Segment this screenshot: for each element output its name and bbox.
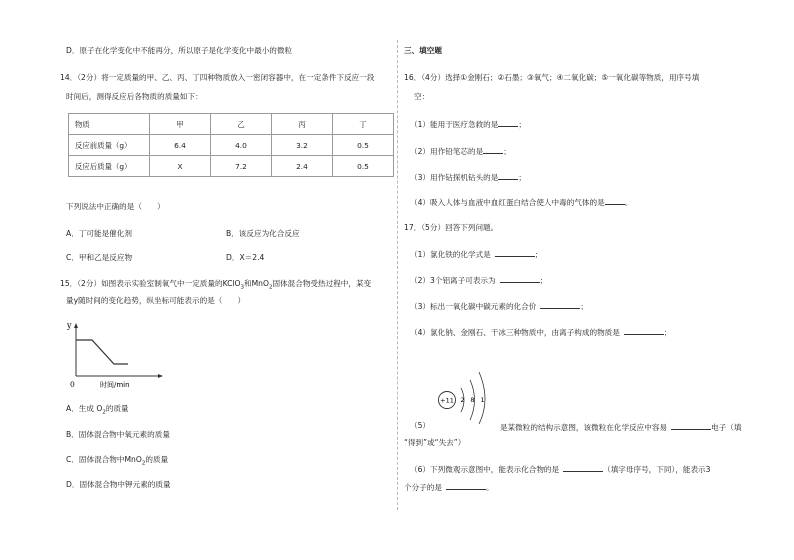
table-cell: 6.4 [150, 135, 211, 156]
punctuation: ； [580, 302, 588, 311]
table-header-cell: 丙 [272, 114, 333, 135]
punctuation: ； [503, 147, 511, 156]
q15-stem-line1 [60, 279, 371, 293]
option-text: A．生成 O [66, 404, 103, 413]
answer-blank[interactable] [671, 421, 711, 430]
table-header-row [69, 114, 394, 135]
nucleus-charge: +11 [440, 396, 454, 405]
column-divider [397, 40, 398, 510]
item-text: （填字母序号，下同），能表示3 [603, 465, 711, 474]
table-cell: 2.4 [272, 156, 333, 177]
section-title: 三、填空题 [404, 46, 442, 55]
q16-item-3 [410, 171, 526, 183]
table-cell: 7.2 [211, 156, 272, 177]
item-text: （3）用作钻探机钻头的是 [410, 173, 499, 182]
graph-y-label: y [67, 321, 72, 330]
item-text: （4）吸入人体与血液中血红蛋白结合使人中毒的气体的是 [410, 198, 605, 207]
answer-blank[interactable] [483, 145, 503, 154]
q15-graph [62, 316, 172, 392]
item-text: （1）能用于医疗急救的是 [410, 120, 499, 129]
item-text: （4）氯化钠、金刚石、干冰三种物质中，由离子构成的物质是 [410, 328, 620, 337]
table-cell: 反应前质量（g） [69, 135, 150, 156]
table-cell: X [150, 156, 211, 177]
table-cell: 3.2 [272, 135, 333, 156]
q17-item-6-line1 [410, 463, 710, 475]
answer-blank[interactable] [446, 481, 486, 490]
q17-item-4 [410, 326, 671, 338]
item-text: 是某微粒的结构示意图，该微粒在化学反应中容易 [500, 423, 668, 432]
q14-stem-line1: 14．（2分）将一定质量的甲、乙、丙、丁四种物质放入一密闭容器中，在一定条件下反应一段 [60, 73, 375, 82]
punctuation: ； [518, 173, 526, 182]
punctuation: 。 [624, 198, 633, 207]
subscript: 2 [141, 460, 146, 467]
q16-stem-line2: 空： [414, 92, 430, 101]
answer-blank[interactable] [563, 463, 603, 472]
q14-stem-line2: 时间后，测得反应后各物质的质量如下： [66, 92, 203, 101]
punctuation: ； [534, 250, 543, 259]
table-row [69, 156, 394, 177]
table-cell: 4.0 [211, 135, 272, 156]
q14-option-b: B．该反应为化合反应 [226, 229, 300, 238]
q16-item-2 [410, 145, 511, 157]
graph-origin-label: 0 [70, 380, 75, 389]
punctuation: ； [539, 276, 548, 285]
answer-blank[interactable] [498, 171, 518, 180]
q17-item-2 [410, 274, 547, 286]
graph-x-label: 时间/min [100, 381, 130, 389]
item-text: （2）用作铅笔芯的是 [410, 147, 484, 156]
q17-item-1 [410, 248, 542, 260]
option-text: 的质量 [145, 455, 169, 464]
item-text: 个分子的是 [404, 483, 442, 492]
item-text: 电子（填 [711, 423, 742, 432]
q17-stem: 17．（5分）回答下列问题。 [404, 223, 499, 232]
q16-stem-line1: 16．（4分）选择①金刚石；②石墨；③氧气；④二氧化碳；⑤一氧化碳等物质，用序号填 [404, 73, 700, 82]
answer-blank[interactable] [624, 326, 664, 335]
option-text: 的质量 [105, 404, 129, 413]
q15-option-d: D．固体混合物中钾元素的质量 [66, 480, 171, 489]
table-header-cell: 乙 [211, 114, 272, 135]
graph-y-arrow [74, 323, 78, 328]
atom-structure-diagram [432, 362, 504, 424]
answer-blank[interactable] [495, 248, 535, 257]
q15-stem-line2: 量y随时间的变化趋势，纵坐标可能表示的是（ ） [66, 296, 246, 305]
graph-curve [76, 340, 128, 364]
subscript: 3 [240, 284, 245, 291]
q14-mass-table [68, 113, 394, 177]
q13-option-d: D．原子在化学变化中不能再分，所以原子是化学变化中最小的微粒 [66, 46, 293, 55]
q15-stem-part: 15．（2分）如图表示实验室制氧气中一定质量的KClO [60, 279, 241, 288]
q14-option-a: A．丁可能是催化剂 [66, 229, 132, 238]
q17-item-5-line2: “得到”或“失去”） [404, 438, 466, 447]
item-text: （1）氯化铁的化学式是 [410, 250, 491, 259]
item-text: （2）3个铝离子可表示为 [410, 276, 496, 285]
q14-question: 下列说法中正确的是（ ） [66, 202, 165, 211]
q17-item-5 [500, 421, 741, 433]
q15-stem-part: 和MnO [244, 279, 269, 288]
answer-blank[interactable] [540, 300, 580, 309]
option-text: C．固体混合物中MnO [66, 455, 142, 464]
q15-option-c [66, 455, 168, 469]
subscript: 2 [268, 284, 273, 291]
shell-3-electrons: 1 [480, 396, 485, 404]
punctuation: ； [663, 328, 672, 337]
graph-x-arrow [158, 374, 163, 378]
table-header-cell: 丁 [333, 114, 394, 135]
q14-option-d: D．X＝2.4 [226, 253, 265, 262]
q17-item-3 [410, 300, 588, 312]
q16-item-4 [410, 196, 632, 208]
answer-blank[interactable] [500, 274, 540, 283]
table-cell: 0.5 [333, 135, 394, 156]
punctuation: ； [518, 120, 526, 129]
table-cell: 0.5 [333, 156, 394, 177]
q15-option-b: B．固体混合物中氧元素的质量 [66, 430, 170, 439]
shell-1-electrons: 2 [460, 396, 465, 404]
q17-item-5-label: （5） [410, 421, 431, 430]
q14-option-c: C．甲和乙是反应物 [66, 253, 133, 262]
item-text: （3）标出一氧化碳中碳元素的化合价 [410, 302, 537, 311]
answer-blank[interactable] [605, 196, 625, 205]
item-text: （6）下列微观示意图中，能表示化合物的是 [410, 465, 560, 474]
q15-option-a [66, 404, 129, 418]
table-cell: 反应后质量（g） [69, 156, 150, 177]
table-header-cell: 甲 [150, 114, 211, 135]
q15-stem-part: 固体混合物受热过程中，某变 [272, 279, 372, 288]
q16-item-1 [410, 118, 526, 130]
shell-2-electrons: 8 [470, 396, 475, 404]
punctuation: 。 [485, 483, 494, 492]
subscript: 2 [102, 409, 106, 416]
answer-blank[interactable] [498, 118, 518, 127]
table-row [69, 135, 394, 156]
q17-item-6-line2 [404, 481, 494, 493]
table-header-cell: 物质 [69, 114, 150, 135]
